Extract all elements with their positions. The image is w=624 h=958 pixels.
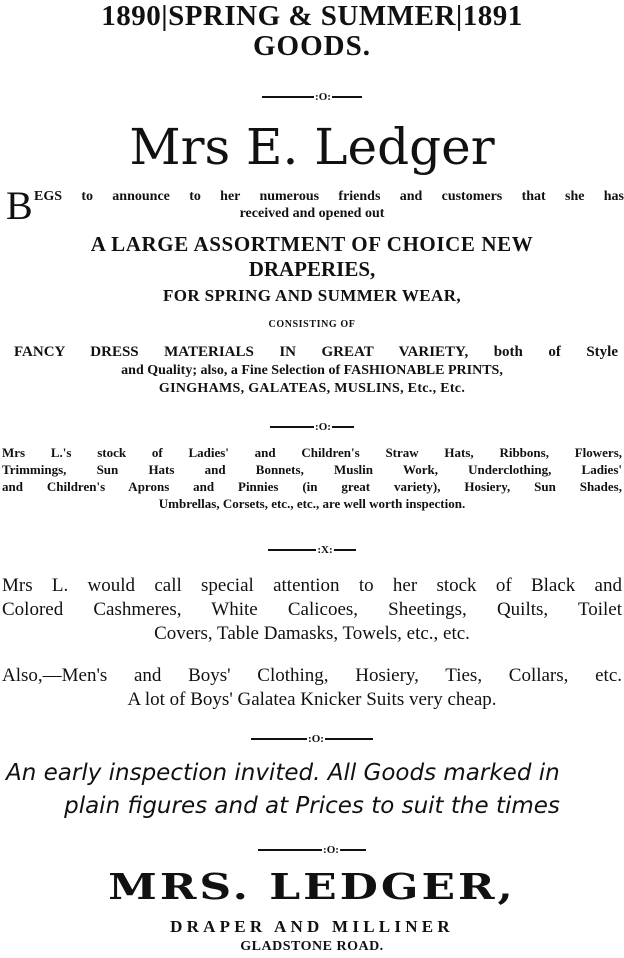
advertiser-name: Mrs E. Ledger	[129, 118, 495, 176]
footer-address: GLADSTONE ROAD.	[240, 939, 384, 954]
materials-line-3: GINGHAMS, GALATEAS, MUSLINS, Etc., Etc.	[158, 381, 466, 396]
also-line-2: A lot of Boys' Galatea Knicker Suits very cheap.	[127, 689, 497, 710]
header-years: 1890|SPRING & SUMMER|1891	[101, 0, 523, 32]
attention-line-3: Covers, Table Damasks, Towels, etc., etc.	[154, 623, 470, 644]
stock-line-4: Umbrellas, Corsets, etc., etc., are well worth inspection.	[158, 496, 466, 511]
invitation-line-1: An early inspection invited. All Goods marked in	[6, 760, 560, 786]
drop-cap: B	[6, 183, 33, 228]
attention-line-1: Mrs L. would call special attention to her stock of Black and	[2, 575, 622, 596]
headline-season: FOR SPRING AND SUMMER WEAR,	[162, 286, 462, 305]
stock-line-3: and Children's Aprons and Pinnies (in great variety), Hosiery, Sun Shades,	[2, 479, 622, 494]
ornament-divider: :O:	[0, 88, 624, 102]
stock-line-1: Mrs L.'s stock of Ladies' and Children's Straw Hats, Ribbons, Flowers,	[2, 445, 622, 460]
materials-line-1: FANCY DRESS MATERIALS IN GREAT VARIETY, both of Style	[14, 344, 618, 360]
footer-trade: DRAPER AND MILLINER	[170, 917, 454, 936]
headline-assortment: A LARGE ASSORTMENT OF CHOICE NEW	[90, 232, 534, 256]
headline-draperies: DRAPERIES,	[248, 257, 376, 281]
ornament-divider: :O:	[0, 418, 624, 432]
ornament-divider: :O:	[0, 730, 624, 744]
footer-name: MRS. LEDGER,	[108, 866, 516, 908]
intro-line-2: received and opened out	[239, 206, 385, 221]
invitation-line-2: plain figures and at Prices to suit the times	[64, 793, 560, 819]
attention-line-2: Colored Cashmeres, White Calicoes, Sheetings, Quilts, Toilet	[2, 599, 622, 620]
intro-line-1: EGS to announce to her numerous friends and customers that she has	[34, 189, 624, 204]
ornament-divider: :X:	[0, 541, 624, 555]
stock-line-2: Trimmings, Sun Hats and Bonnets, Muslin Work, Underclothing, Ladies'	[2, 462, 622, 477]
headline-consisting: CONSISTING OF	[268, 319, 356, 330]
materials-line-2: and Quality; also, a Fine Selection of FASHIONABLE PRINTS,	[121, 363, 503, 378]
header-goods: GOODS.	[253, 30, 371, 62]
ornament-divider: :O:	[0, 841, 624, 855]
also-line-1: Also,—Men's and Boys' Clothing, Hosiery, Ties, Collars, etc.	[2, 665, 622, 686]
